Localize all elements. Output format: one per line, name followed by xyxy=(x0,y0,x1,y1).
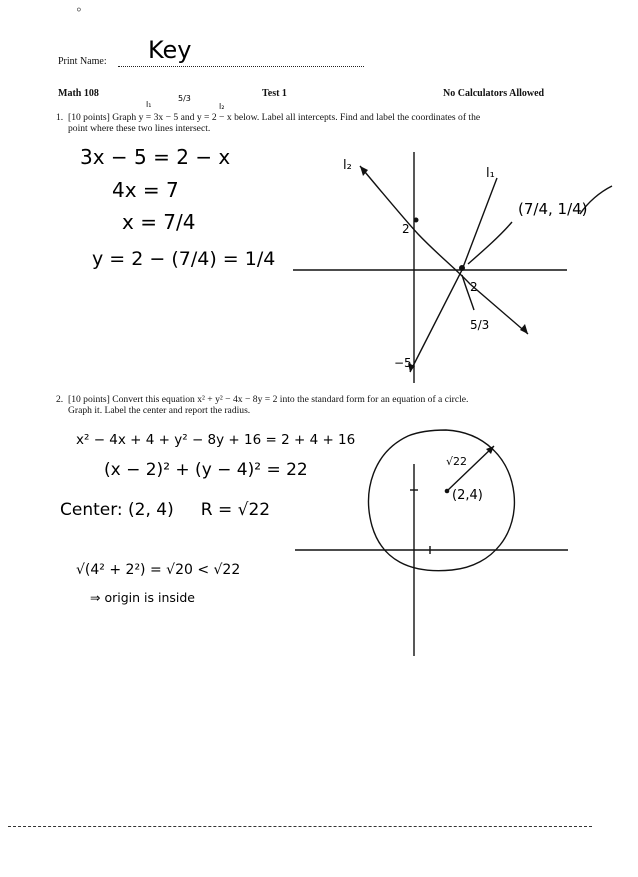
problem-2-number: 2. xyxy=(56,394,64,405)
p1-x-intercept-2: 2 xyxy=(470,280,478,294)
student-name: Key xyxy=(148,36,192,64)
problem-1-text-line1: [10 points] Graph y = 3x − 5 and y = 2 − x below. Label all intercepts. Find and label the coordinates of the xyxy=(68,112,481,123)
calculator-note: No Calculators Allowed xyxy=(443,88,545,99)
p1-work-line4: y = 2 − (7/4) = 1/4 xyxy=(92,248,276,270)
annotation-l2: l₂ xyxy=(219,102,225,111)
p1-point-label: (7/4, 1/4) xyxy=(518,200,588,218)
p2-radius-label: √22 xyxy=(446,455,468,468)
p2-center-dot xyxy=(445,489,450,494)
problem-1-text-line2: point where these two lines intersect. xyxy=(68,123,211,134)
p1-y-intercept-neg5: −5 xyxy=(394,356,412,370)
problem-2-text-line2: Graph it. Label the center and report the radius. xyxy=(68,405,251,416)
p1-work-line2: 4x = 7 xyxy=(112,178,179,202)
p2-work-line5: ⇒ origin is inside xyxy=(90,590,195,605)
problem-2-text-line1: [10 points] Convert this equation x² + y² − 4x − 8y = 2 into the standard form for an equation of a circle. xyxy=(68,394,469,405)
p1-work-line1: 3x − 5 = 2 − x xyxy=(80,145,231,169)
annotation-slope: 5/3 xyxy=(178,94,191,103)
course-title: Math 108 xyxy=(58,88,99,99)
p2-work-line1: x² − 4x + 4 + y² − 8y + 16 = 2 + 4 + 16 xyxy=(76,432,356,448)
p1-label-l1: l₁ xyxy=(486,166,495,181)
p2-work-line2: (x − 2)² + (y − 4)² = 22 xyxy=(104,460,308,480)
p2-radius-line xyxy=(447,446,494,491)
p1-y-intercept-2: 2 xyxy=(402,222,410,236)
p2-work-line4: √(4² + 2²) = √20 < √22 xyxy=(76,562,241,578)
p2-center-label: (2,4) xyxy=(452,488,483,503)
p2-work-line3: Center: (2, 4) R = √22 xyxy=(60,500,271,520)
test-title: Test 1 xyxy=(262,88,287,99)
annotation-l1: l₁ xyxy=(146,100,152,109)
scan-mark-top: ⸰ xyxy=(76,5,82,16)
print-name-label: Print Name: xyxy=(58,56,107,67)
p1-label-l2: l₂ xyxy=(343,158,352,173)
problem-1-number: 1. xyxy=(56,112,64,123)
bottom-divider xyxy=(8,826,592,827)
p1-x-intercept-5-3: 5/3 xyxy=(470,318,490,332)
p1-work-line3: x = 7/4 xyxy=(122,210,196,234)
